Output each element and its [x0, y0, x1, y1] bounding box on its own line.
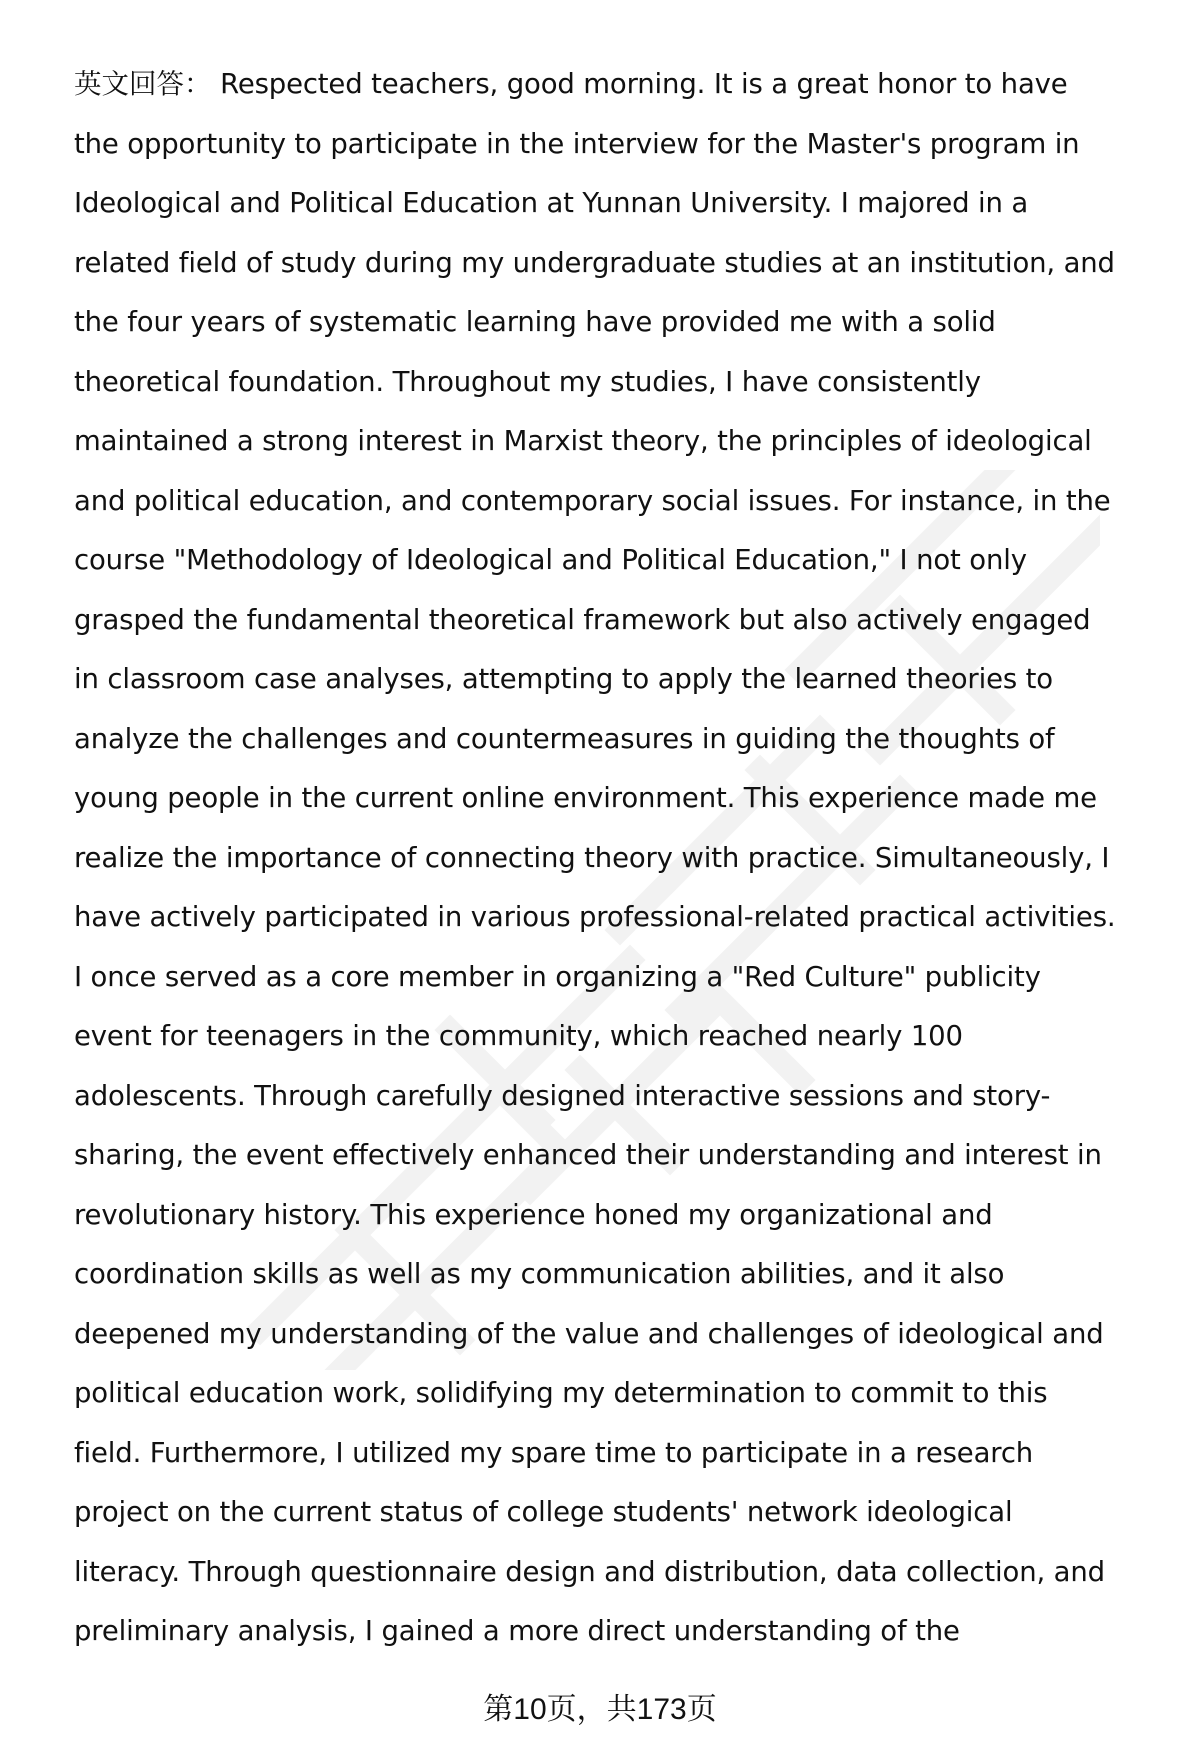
paragraph-line: maintained a strong interest in Marxist theory, the principles of ideological [74, 425, 1092, 457]
paragraph-line: and political education, and contemporary social issues. For instance, in the [74, 484, 1111, 517]
paragraph-line: realize the importance of connecting theory with practice. Simultaneously, I [74, 841, 1110, 874]
paragraph-line: I once served as a core member in organizing a "Red Culture" publicity [74, 960, 1041, 993]
paragraph-line: deepened my understanding of the value and challenges of ideological and [74, 1317, 1104, 1350]
paragraph-line: in classroom case analyses, attempting to apply the learned theories to [74, 663, 1053, 695]
paragraph-line: the opportunity to participate in the interview for the Master's program in [74, 127, 1080, 160]
paragraph-line: theoretical foundation. Throughout my studies, I have consistently [74, 365, 981, 398]
paragraph-line: adolescents. Through carefully designed interactive sessions and story- [74, 1079, 1051, 1112]
line-text: Respected teachers, good morning. It is a great honor to have [211, 68, 1068, 100]
paragraph-line: sharing, the event effectively enhanced their understanding and interest in [74, 1139, 1102, 1171]
paragraph-line: event for teenagers in the community, which reached nearly 100 [74, 1020, 963, 1052]
paragraph-line: Ideological and Political Education at Yunnan University. I majored in a [74, 187, 1029, 219]
paragraph-line: course "Methodology of Ideological and Political Education," I not only [74, 544, 1027, 576]
paragraph-line: grasped the fundamental theoretical framework but also actively engaged [74, 603, 1091, 636]
paragraph-line: political education work, solidifying my determination to commit to this [74, 1377, 1048, 1409]
paragraph-line: young people in the current online environment. This experience made me [74, 782, 1097, 814]
document-body [74, 55, 1174, 1662]
answer-label: 英文回答： [74, 68, 212, 100]
paragraph-line: analyze the challenges and countermeasures in guiding the thoughts of [74, 722, 1055, 755]
paragraph-line: preliminary analysis, I gained a more direct understanding of the [74, 1615, 960, 1647]
page-number: 第10页，共173页 [483, 1693, 717, 1726]
paragraph-line: have actively participated in various professional-related practical activities. [74, 901, 1116, 933]
paragraph-line: literacy. Through questionnaire design and distribution, data collection, and [74, 1555, 1105, 1588]
paragraph-line: field. Furthermore, I utilized my spare time to participate in a research [74, 1436, 1034, 1469]
paragraph-line: related field of study during my undergraduate studies at an institution, and [74, 246, 1115, 279]
paragraph-line: coordination skills as well as my communication abilities, and it also [74, 1258, 1005, 1290]
paragraph-line: project on the current status of college students' network ideological [74, 1496, 1013, 1528]
paragraph-line: revolutionary history. This experience honed my organizational and [74, 1198, 993, 1231]
paragraph-line: the four years of systematic learning have provided me with a solid [74, 306, 996, 338]
paragraph-line [74, 55, 1174, 115]
